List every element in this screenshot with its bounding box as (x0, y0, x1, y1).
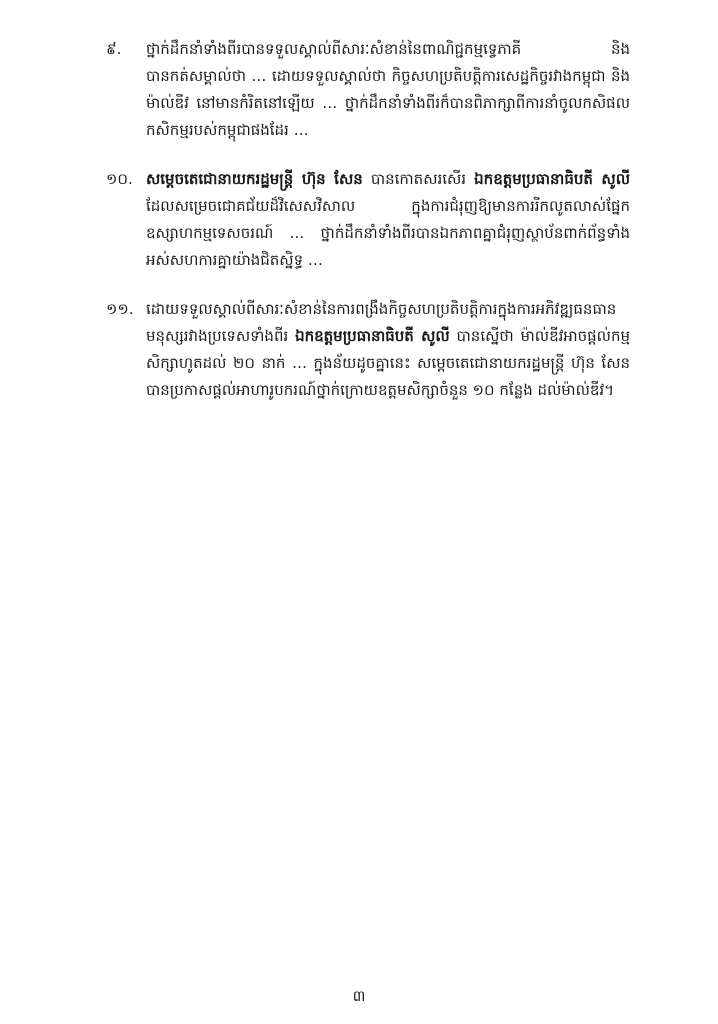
bold-name-prime-minister: សម្តេចតេជោនាយករដ្ឋមន្ត្រី ហ៊ុន សែន (146, 170, 363, 188)
bold-name-president: ឯកឧត្តមប្រធានាធិបតី សូលី (295, 327, 450, 345)
paragraph-text (146, 36, 630, 144)
paragraph-number: ៩. (106, 40, 122, 58)
paragraph-11 (106, 296, 630, 404)
paragraph-number: ១០. (106, 170, 133, 188)
paragraph-body: ដោយទទួលស្គាល់ពីសារៈសំខាន់នៃការពង្រឹងកិច្ចសហប្រតិបត្តិការក្នុងការអភិវឌ្ឍធនធានមនុស្សរវាងប្រទេសទាំងពីរ (146, 300, 617, 345)
paragraph-body-tail: បានស្នើថា ម៉ាល់ឌីវអាចផ្តល់កម្មសិក្សាហូតដល់ ២០ នាក់ … ក្នុងន័យដូចគ្នានេះ សម្តេចតេជោនាយករដ្ឋមន្ត្រី ហ៊ុន សែន បានប្រកាសផ្តល់អាហារូបករណ៍ថ្នាក់ក្រោយឧត្តមសិក្សាចំនួន ១០ កន្លែង ដល់ម៉ាល់ឌីវ។ (146, 327, 630, 399)
paragraph-number: ១១. (106, 300, 134, 318)
bold-name-president: ឯកឧត្តមប្រធានាធិបតី សូលី (474, 170, 630, 188)
paragraph-text (146, 296, 630, 404)
paragraph-body: បានកោតសរសើរ (362, 170, 475, 188)
page-number: ៣ (352, 987, 366, 1005)
paragraph-text (146, 166, 630, 274)
paragraph-body-tail: ដែលសម្រេចជោគជ័យដ៏វិសេសវិសាល ក្នុងការជំរុញឱ្យមានការរីកលូតលាស់ផ្នែកឧស្សាហកម្មទេសចរណ៍ … ថ្នាក់ដឹកនាំទាំងពីរបានឯកភាពគ្នាជំរុញស្ថាប័នពាក់ព័ន្ធទាំងអស់សហការគ្នាយ៉ាងជិតស្និទ្ធ … (146, 197, 630, 269)
paragraph-body: ថ្នាក់ដឹកនាំទាំងពីរបានទទួលស្គាល់ពីសារៈសំខាន់នៃពាណិជ្ជកម្មទ្វេភាគី និងបានកត់សម្គាល់ថា … ដោយទទួលស្គាល់ថា កិច្ចសហប្រតិបត្តិការសេដ្ឋកិច្ចរវាងកម្ពុជា និងម៉ាល់ឌីវ នៅមានកំរិតនៅឡើយ … ថ្នាក់ដឹកនាំទាំងពីរក៏បានពិភាក្សាពីការនាំចូលកសិផលកសិកម្មរបស់កម្ពុជាផងដែរ … (146, 40, 630, 139)
paragraph-9 (106, 36, 630, 144)
paragraph-10 (106, 166, 630, 274)
